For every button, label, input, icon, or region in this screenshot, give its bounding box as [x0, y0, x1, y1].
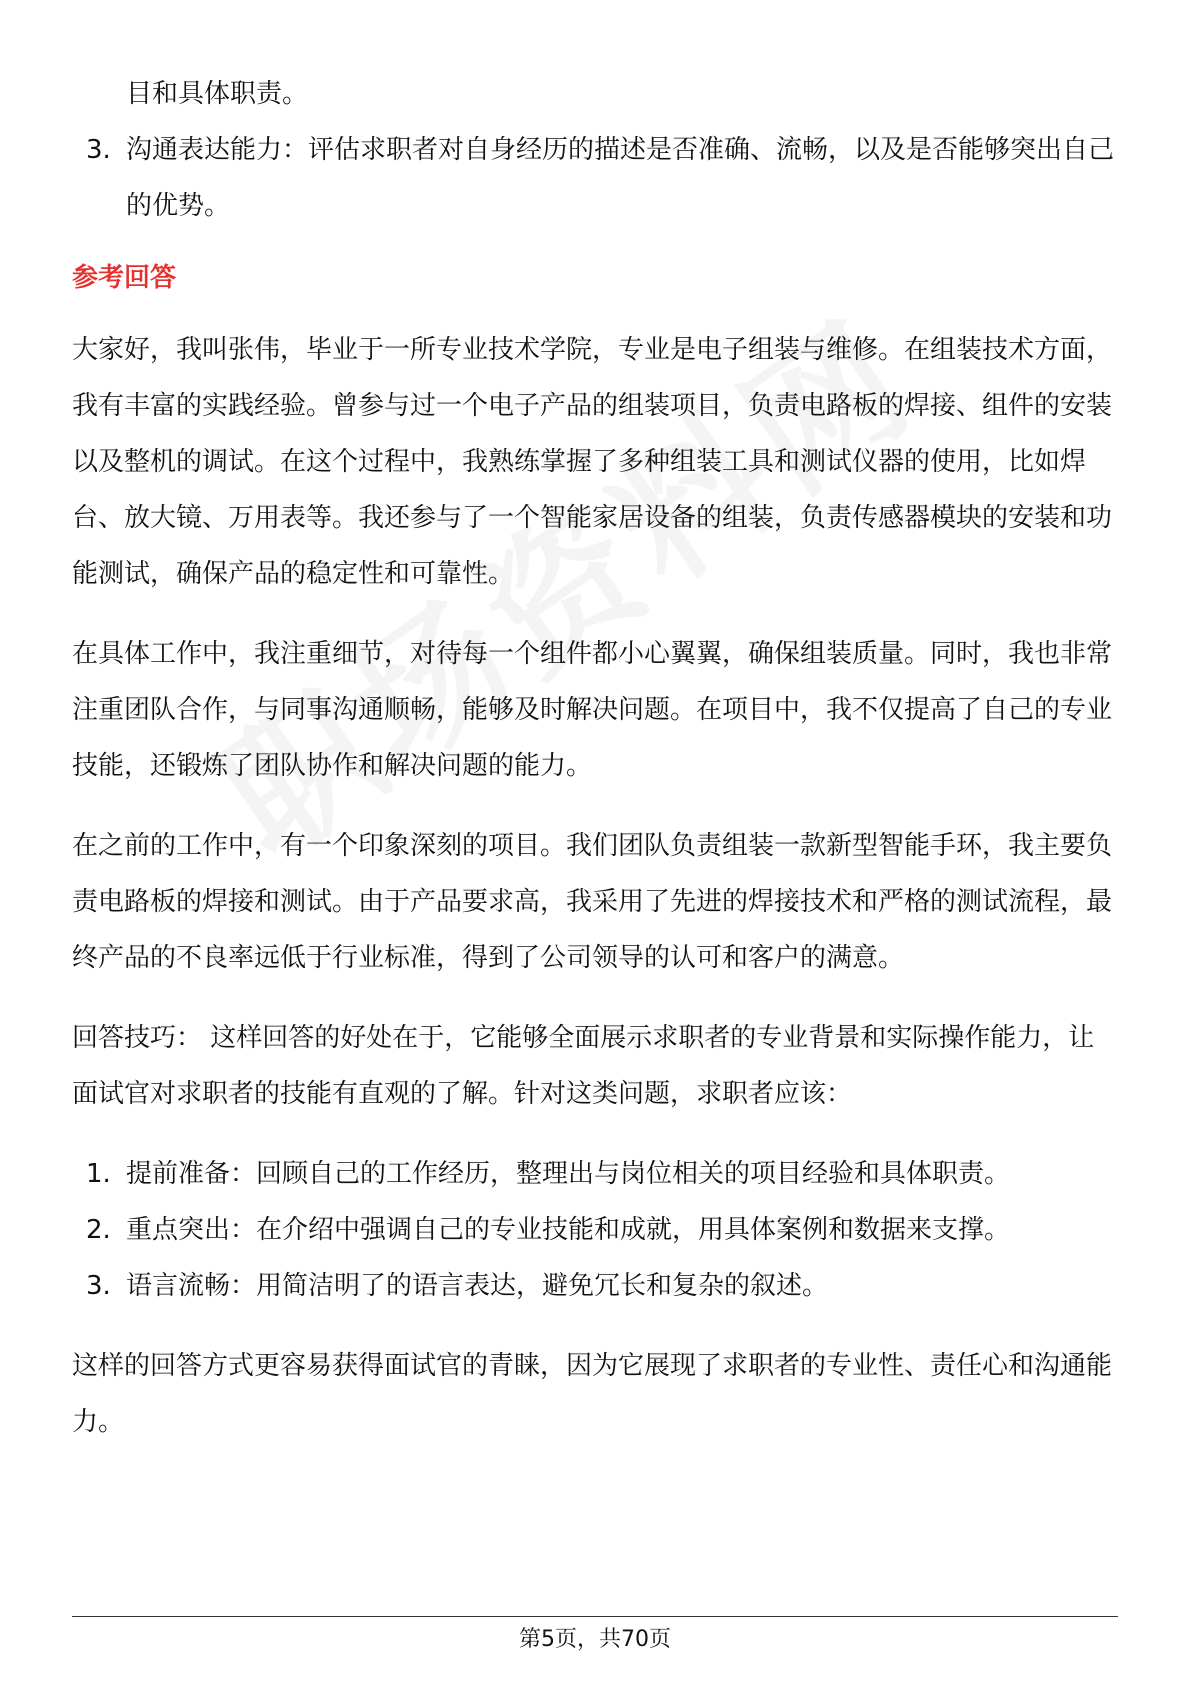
tips-list — [72, 1146, 1118, 1314]
list-number: 1. — [86, 1159, 111, 1189]
list-text: 语言流畅：用简洁明了的语言表达，避免冗长和复杂的叙述。 — [126, 1271, 829, 1301]
list-continuation: 目和具体职责。 — [126, 79, 309, 109]
answer-paragraph-1: 大家好，我叫张伟，毕业于一所专业技术学院，专业是电子组装与维修。在组装技术方面，我有丰富的实践经验。曾参与过一个电子产品的组装项目，负责电路板的焊接、组件的安装以及整机的调试。在这个过程中，我熟练掌握了多种组装工具和测试仪器的使用，比如焊台、放大镜、万用表等。我还参与了一个智能家居设备的组装，负责传感器模块的安装和功能测试，确保产品的稳定性和可靠性。 — [72, 335, 1113, 589]
list-number: 2. — [86, 1215, 111, 1245]
list-number: 3. — [86, 1271, 111, 1301]
list-item — [72, 1202, 1118, 1258]
page-content — [72, 66, 1118, 1450]
list-text: 提前准备：回顾自己的工作经历，整理出与岗位相关的项目经验和具体职责。 — [126, 1159, 1011, 1189]
evaluation-list — [72, 122, 1118, 234]
closing-paragraph: 这样的回答方式更容易获得面试官的青睐，因为它展现了求职者的专业性、责任心和沟通能力。 — [72, 1351, 1113, 1437]
list-item — [72, 1258, 1118, 1314]
list-item — [72, 122, 1118, 234]
answer-paragraph-2: 在具体工作中，我注重细节，对待每一个组件都小心翼翼，确保组装质量。同时，我也非常注重团队合作，与同事沟通顺畅，能够及时解决问题。在项目中，我不仅提高了自己的专业技能，还锻炼了团队协作和解决问题的能力。 — [72, 639, 1113, 781]
page-number: 第5页，共70页 — [519, 1627, 671, 1652]
section-heading: 参考回答 — [72, 263, 177, 293]
tips-intro: 回答技巧： 这样回答的好处在于，它能够全面展示求职者的专业背景和实际操作能力，让面试官对求职者的技能有直观的了解。针对这类问题，求职者应该： — [72, 1023, 1095, 1109]
list-text: 重点突出：在介绍中强调自己的专业技能和成就，用具体案例和数据来支撑。 — [126, 1215, 1011, 1245]
list-item — [72, 1146, 1118, 1202]
footer-divider — [72, 1616, 1118, 1617]
list-number: 3. — [86, 135, 111, 165]
list-text: 沟通表达能力：评估求职者对自身经历的描述是否准确、流畅，以及是否能够突出自己的优势。 — [126, 135, 1115, 221]
answer-paragraph-3: 在之前的工作中，有一个印象深刻的项目。我们团队负责组装一款新型智能手环，我主要负责电路板的焊接和测试。由于产品要求高，我采用了先进的焊接技术和严格的测试流程，最终产品的不良率远低于行业标准，得到了公司领导的认可和客户的满意。 — [72, 831, 1113, 973]
